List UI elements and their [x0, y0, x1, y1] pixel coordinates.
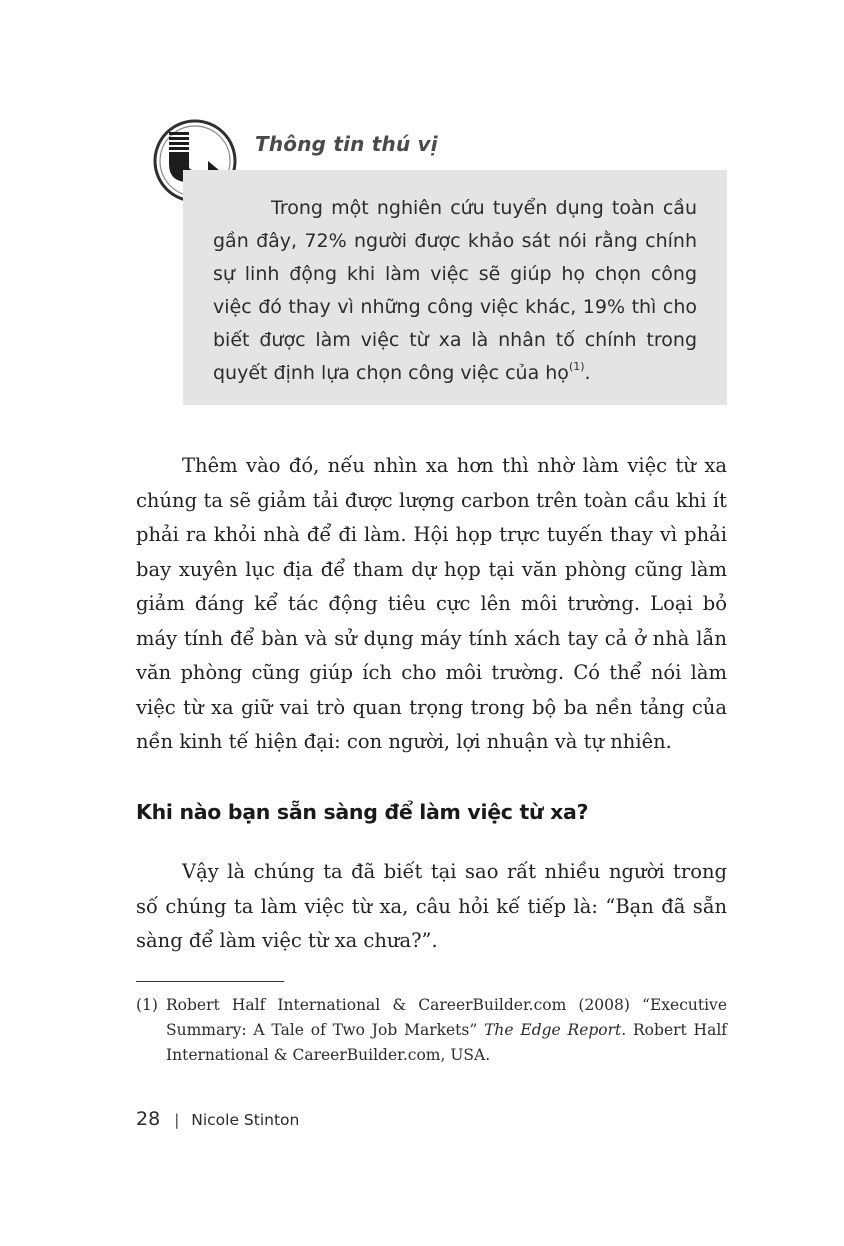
body-paragraph: Vậy là chúng ta đã biết tại sao rất nhiều người trong số chúng ta làm việc từ xa, câu hỏi kế tiếp là: “Bạn đã sẵn sàng để làm việc từ xa chưa?”. [136, 860, 727, 952]
callout-footnote-ref: (1) [568, 360, 585, 373]
page-footer [136, 1108, 299, 1130]
callout-text-end: . [584, 362, 591, 384]
footer-separator: | [174, 1111, 180, 1129]
callout-title: Thông tin thú vị [255, 132, 438, 156]
footnote [136, 993, 727, 1068]
footnote-marker: (1) [136, 996, 158, 1014]
footnote-text-before: Robert Half International & CareerBuilder.com (2008) “Executive Summary: A Tale of Two Job Markets” [166, 996, 727, 1039]
footer-author: Nicole Stinton [191, 1111, 300, 1129]
footnote-publication: The Edge Report [484, 1021, 622, 1039]
footnote-text-after: . Robert Half International & CareerBuilder.com, USA. [166, 1021, 728, 1064]
footnote-text [166, 993, 727, 1068]
callout-text [213, 192, 697, 390]
footnote-divider [136, 981, 284, 982]
page-number: 28 [136, 1108, 161, 1130]
section-heading: Khi nào bạn sẵn sàng để làm việc từ xa? [136, 800, 589, 824]
body-paragraph: Thêm vào đó, nếu nhìn xa hơn thì nhờ làm việc từ xa chúng ta sẽ giảm tải được lượng carbon trên toàn cầu khi ít phải ra khỏi nhà để đi làm. Hội họp trực tuyến thay vì phải bay xuyên lục địa để tham dự họp tại văn phòng cũng làm giảm đáng kể tác động tiêu cực lên môi trường. Loại bỏ máy tính để bàn và sử dụng máy tính xách tay cả ở nhà lẫn văn phòng cũng giúp ích cho môi trường. Có thể nói làm việc từ xa giữ vai trò quan trọng trong bộ ba nền tảng của nền kinh tế hiện đại: con người, lợi nhuận và tự nhiên. [136, 454, 727, 753]
callout-text-body: Trong một nghiên cứu tuyển dụng toàn cầu gần đây, 72% người được khảo sát nói rằng chính sự linh động khi làm việc sẽ giúp họ chọn công việc đó thay vì những công việc khác, 19% thì cho biết được làm việc từ xa là nhân tố chính trong quyết định lựa chọn công việc của họ [213, 197, 697, 384]
